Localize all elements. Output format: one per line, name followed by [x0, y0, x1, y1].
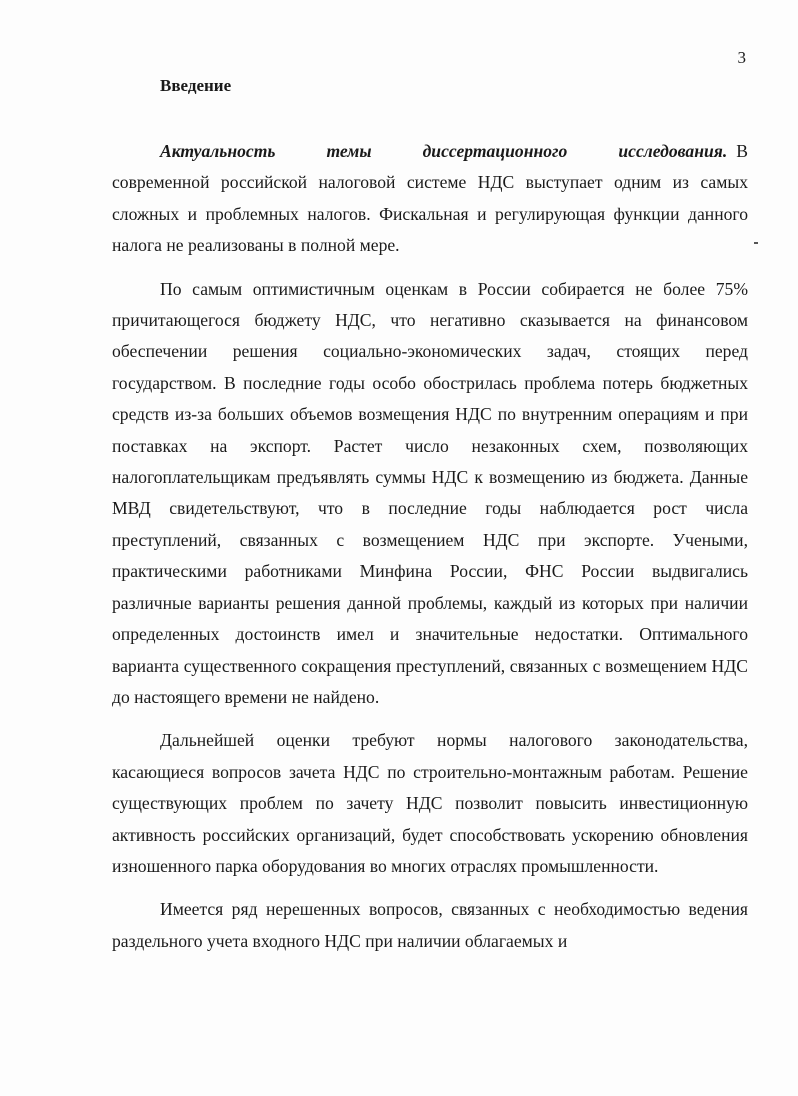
paragraph-4: Имеется ряд нерешенных вопросов, связанных с необходимостью ведения раздельного учета входного НДС при наличии облагаемых и	[112, 899, 748, 951]
paragraph-1-lead: Актуальность темы диссертационного исследования.	[160, 141, 728, 161]
paragraph-3: Дальнейшей оценки требуют нормы налогового законодательства, касающиеся вопросов зачета НДС по строительно-монтажным работам. Решение существующих проблем по зачету НДС позволит повысить инвестиционную активность российских организаций, будет способствовать ускорению обновления изношенного парка оборудования во многих отраслях промышленности.	[112, 730, 748, 876]
section-heading: Введение	[160, 76, 232, 95]
body-text	[112, 136, 748, 969]
paragraph-2: По самым оптимистичным оценкам в России собирается не более 75% причитающегося бюджету НДС, что негативно сказывается на финансовом обеспечении решения социально-экономических задач, стоящих перед государством. В последние годы особо обострилась проблема потерь бюджетных средств из-за больших объемов возмещения НДС по внутренним операциям и при поставках на экспорт. Растет число незаконных схем, позволяющих налогоплательщикам предъявлять суммы НДС к возмещению из бюджета. Данные МВД свидетельствуют, что в последние годы наблюдается рост числа преступлений, связанных с возмещением НДС при экспорте. Учеными, практическими работниками Минфина России, ФНС России выдвигались различные варианты решения данной проблемы, каждый из которых при наличии определенных достоинств имел и значительные недостатки. Оптимального варианта существенного сокращения преступлений, связанных с возмещением НДС до настоящего времени не найдено.	[112, 278, 748, 707]
paragraph-1	[112, 136, 748, 262]
page-number: 3	[737, 48, 746, 67]
scan-artifact-mark	[754, 242, 758, 244]
paragraph-1-text: В современной российской налоговой системе НДС выступает одним из самых сложных и проблемных налогов. Фискальная и регулирующая функции данного налога не реализованы в полной мере.	[112, 141, 748, 256]
